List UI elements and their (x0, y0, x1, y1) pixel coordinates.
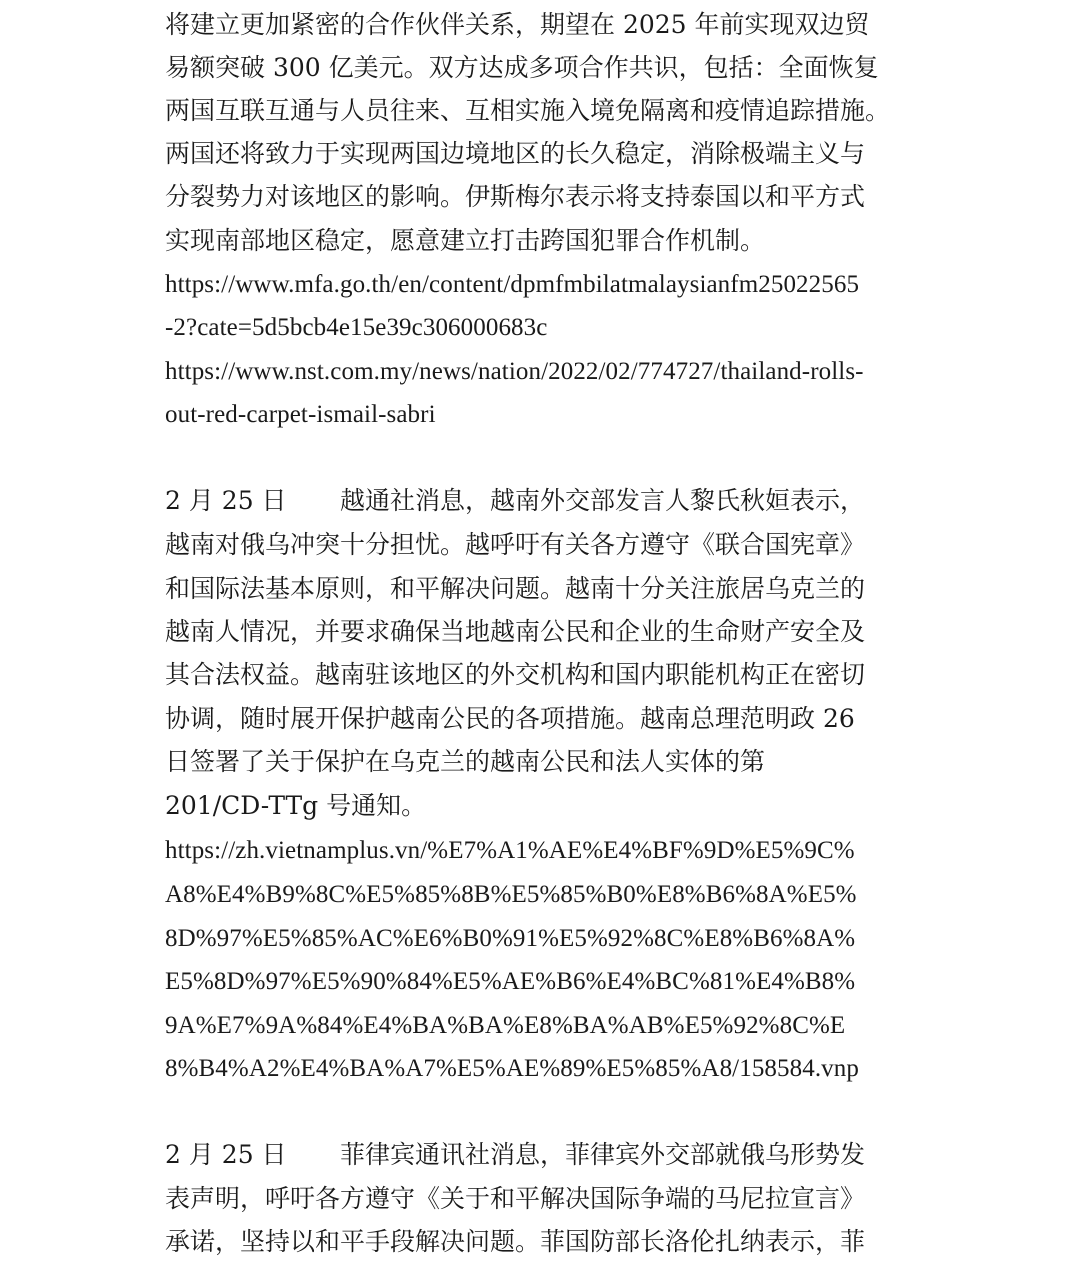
entry-first-line (165, 484, 917, 518)
entry-first-line (165, 1138, 917, 1172)
text-line: 表声明，呼吁各方遵守《关于和平解决国际争端的马尼拉宣言》 (165, 1184, 866, 1213)
source-url[interactable]: out-red-carpet-ismail-sabri (165, 401, 436, 428)
text-line: 越南对俄乌冲突十分担忧。越呼吁有关各方遵守《联合国宪章》 (165, 530, 866, 559)
text-line: 分裂势力对该地区的影响。伊斯梅尔表示将支持泰国以和平方式 (165, 182, 866, 211)
text-line: 越南人情况，并要求确保当地越南公民和企业的生命财产安全及 (165, 617, 866, 646)
text-line: 将建立更加紧密的合作伙伴关系，期望在 2025 年前实现双边贸 (165, 10, 870, 39)
entry-date: 2 月 25 日 (165, 1140, 287, 1169)
text-line: 两国互联互通与人员往来、互相实施入境免隔离和疫情追踪措施。 (165, 96, 891, 125)
text-line: 201/CD-TTg 号通知。 (165, 791, 427, 820)
text-line: 和国际法基本原则，和平解决问题。越南十分关注旅居乌克兰的 (165, 574, 866, 603)
source-url[interactable]: -2?cate=5d5bcb4e15e39c306000683c (165, 314, 548, 341)
text-line: 承诺，坚持以和平手段解决问题。菲国防部长洛伦扎纳表示，菲 (165, 1227, 866, 1256)
entry-text: 越通社消息，越南外交部发言人黎氏秋姮表示， (340, 486, 866, 515)
source-url[interactable]: https://www.nst.com.my/news/nation/2022/02/774727/thailand-rolls- (165, 358, 864, 385)
source-url[interactable]: 9A%E7%9A%84%E4%BA%BA%E8%BA%AB%E5%92%8C%E (165, 1012, 846, 1039)
source-url[interactable]: A8%E4%B9%8C%E5%85%8B%E5%85%B0%E8%B6%8A%E5% (165, 881, 857, 908)
text-line: 协调，随时展开保护越南公民的各项措施。越南总理范明政 26 (165, 704, 855, 733)
text-line: 其合法权益。越南驻该地区的外交机构和国内职能机构正在密切 (165, 660, 866, 689)
source-url[interactable]: 8%B4%A2%E4%BA%A7%E5%AE%89%E5%85%A8/158584.vnp (165, 1055, 859, 1082)
text-line: 易额突破 300 亿美元。双方达成多项合作共识，包括：全面恢复 (165, 53, 879, 82)
entry-date: 2 月 25 日 (165, 486, 287, 515)
source-url[interactable]: 8D%97%E5%85%AC%E6%B0%91%E5%92%8C%E8%B6%8A% (165, 925, 856, 952)
source-url[interactable]: https://www.mfa.go.th/en/content/dpmfmbilatmalaysianfm25022565 (165, 271, 860, 298)
text-line: 实现南部地区稳定，愿意建立打击跨国犯罪合作机制。 (165, 226, 766, 255)
entry-text: 菲律宾通讯社消息，菲律宾外交部就俄乌形势发 (340, 1140, 866, 1169)
source-url[interactable]: https://zh.vietnamplus.vn/%E7%A1%AE%E4%BF%9D%E5%9C% (165, 837, 855, 864)
source-url[interactable]: E5%8D%97%E5%90%84%E5%AE%B6%E4%BC%81%E4%B8% (165, 968, 856, 995)
text-line: 日签署了关于保护在乌克兰的越南公民和法人实体的第 (165, 747, 766, 776)
text-line: 两国还将致力于实现两国边境地区的长久稳定，消除极端主义与 (165, 139, 866, 168)
